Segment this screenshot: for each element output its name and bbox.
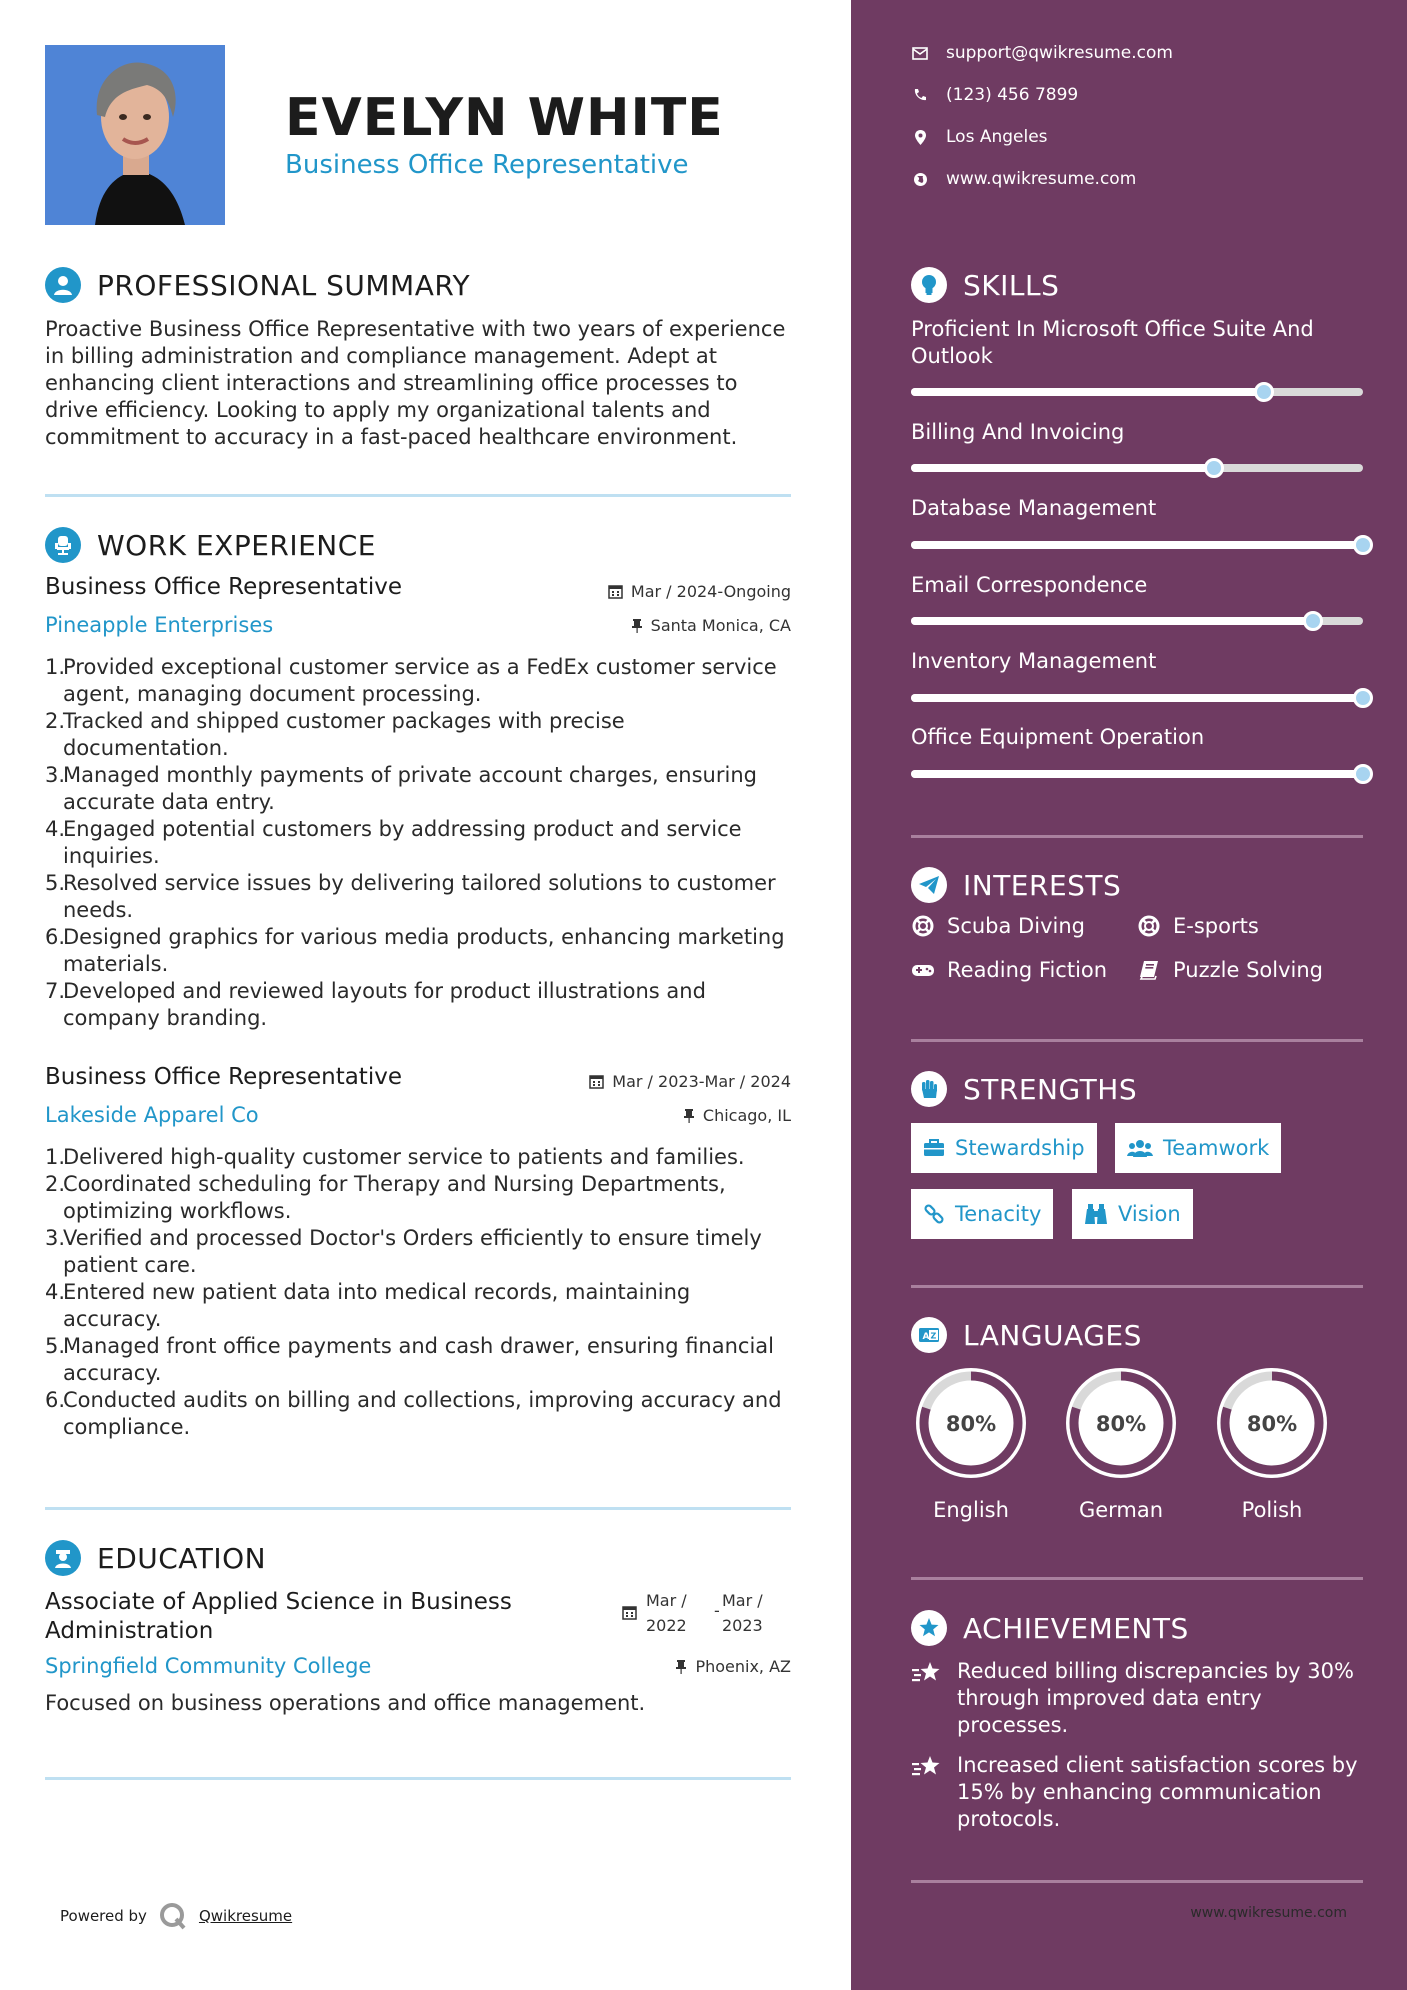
lightbulb-icon bbox=[911, 267, 947, 303]
shooting-star-icon bbox=[911, 1754, 943, 1780]
book-icon bbox=[1139, 960, 1159, 980]
shooting-star-icon bbox=[911, 1660, 943, 1686]
list-item: 2. Tracked and shipped customer packages with precise documentation. bbox=[45, 709, 625, 760]
job-date bbox=[589, 1072, 791, 1091]
languages-heading-row bbox=[911, 1317, 1142, 1353]
education-location-text: Phoenix, AZ bbox=[695, 1657, 791, 1676]
fist-icon bbox=[911, 1071, 947, 1107]
office-chair-icon bbox=[45, 527, 81, 563]
skill-bar-knob bbox=[1204, 458, 1224, 478]
company-name: Pineapple Enterprises bbox=[45, 613, 274, 637]
education-heading-row bbox=[45, 1540, 266, 1576]
skill-bar-fill bbox=[911, 388, 1264, 396]
strength-chip: Stewardship bbox=[911, 1123, 1097, 1173]
link-icon bbox=[923, 1203, 945, 1225]
section-divider bbox=[911, 1285, 1363, 1288]
location-pin-icon bbox=[915, 130, 926, 145]
sidebar bbox=[851, 0, 1407, 1990]
powered-by: Powered by Qwikresume bbox=[60, 1902, 292, 1930]
experience-heading-row bbox=[45, 527, 376, 563]
users-icon bbox=[1127, 1139, 1153, 1157]
skill-bar bbox=[911, 617, 1363, 625]
list-item: 5. Managed front office payments and cash drawer, ensuring financial accuracy. bbox=[45, 1334, 775, 1385]
life-ring-icon bbox=[912, 915, 934, 937]
strength-chip: Vision bbox=[1072, 1189, 1193, 1239]
interests-heading-row bbox=[911, 867, 1121, 903]
summary-heading-row bbox=[45, 267, 470, 303]
skills-heading-row bbox=[911, 267, 1059, 303]
calendar-icon bbox=[589, 1074, 604, 1089]
list-item: 1. Provided exceptional customer service as a FedEx customer service agent, managing document processing. bbox=[45, 655, 777, 706]
interest-item: E-sports bbox=[1137, 914, 1259, 938]
job-bullets bbox=[45, 654, 795, 1032]
languages-heading: LANGUAGES bbox=[963, 1318, 1142, 1352]
list-item: 4. Entered new patient data into medical records, maintaining accuracy. bbox=[45, 1280, 691, 1331]
achievements-heading: ACHIEVEMENTS bbox=[963, 1611, 1189, 1645]
list-item: 6. Designed graphics for various media products, enhancing marketing materials. bbox=[45, 925, 785, 976]
language-gauge bbox=[911, 1363, 1031, 1487]
language-percent: 80% bbox=[1095, 1412, 1147, 1436]
skill-bar-knob bbox=[1353, 535, 1373, 555]
skills-heading: SKILLS bbox=[963, 268, 1060, 302]
list-item: 5. Resolved service issues by delivering tailored solutions to customer needs. bbox=[45, 871, 776, 922]
gamepad-icon bbox=[911, 962, 935, 978]
job-location-text: Santa Monica, CA bbox=[650, 616, 791, 635]
skill-bar-fill bbox=[911, 464, 1214, 472]
section-divider bbox=[45, 494, 791, 497]
candidate-name: EVELYN WHITE bbox=[285, 88, 724, 148]
skill-bar-knob bbox=[1303, 611, 1323, 631]
phone-icon bbox=[913, 88, 927, 102]
education-description: Focused on business operations and office management. bbox=[45, 1691, 646, 1715]
section-divider bbox=[45, 1507, 791, 1510]
paper-plane-icon bbox=[911, 867, 947, 903]
section-divider bbox=[911, 835, 1363, 838]
job-location bbox=[631, 616, 791, 635]
job-title: Business Office Representative bbox=[45, 1064, 402, 1090]
interest-item: Scuba Diving bbox=[911, 914, 1085, 938]
strength-chip: Teamwork bbox=[1115, 1123, 1281, 1173]
school-name: Springfield Community College bbox=[45, 1654, 372, 1678]
language-percent: 80% bbox=[1246, 1412, 1298, 1436]
skill-bar-fill bbox=[911, 617, 1313, 625]
interest-item: Puzzle Solving bbox=[1137, 958, 1323, 982]
skill-bar-fill bbox=[911, 770, 1363, 778]
education-heading: EDUCATION bbox=[97, 1541, 267, 1575]
job-title: Business Office Representative bbox=[45, 574, 402, 600]
skill-bar-knob bbox=[1353, 764, 1373, 784]
language-gauge bbox=[1212, 1363, 1332, 1487]
job-date bbox=[608, 582, 791, 601]
interest-item: Reading Fiction bbox=[911, 958, 1107, 982]
achievement-item: Increased client satisfaction scores by 15% by enhancing communication protocols. bbox=[911, 1752, 1371, 1833]
skill-label: Email Correspondence bbox=[911, 573, 1148, 597]
pin-icon bbox=[631, 618, 643, 633]
interests-heading: INTERESTS bbox=[963, 868, 1122, 902]
profile-photo bbox=[45, 45, 225, 225]
contact-location: Los Angeles bbox=[911, 127, 1048, 147]
svg-text:A: A bbox=[922, 1332, 930, 1342]
svg-text:Z: Z bbox=[930, 1331, 937, 1341]
graduate-icon bbox=[45, 1540, 81, 1576]
language-name: German bbox=[1078, 1498, 1164, 1522]
contact-email[interactable]: support@qwikresume.com bbox=[911, 43, 1173, 63]
list-item: 3. Managed monthly payments of private account charges, ensuring accurate data entry. bbox=[45, 763, 757, 814]
skill-bar bbox=[911, 464, 1363, 472]
skill-bar-fill bbox=[911, 541, 1363, 549]
education-location bbox=[675, 1657, 791, 1676]
star-badge-icon bbox=[911, 1610, 947, 1646]
strengths-heading-row bbox=[911, 1071, 1137, 1107]
job-bullets bbox=[45, 1144, 795, 1441]
calendar-icon bbox=[622, 1605, 637, 1620]
job-location bbox=[683, 1106, 791, 1125]
envelope-icon bbox=[912, 47, 928, 60]
achievement-item: Reduced billing discrepancies by 30% through improved data entry processes. bbox=[911, 1658, 1371, 1739]
skill-bar bbox=[911, 388, 1363, 396]
skill-label: Inventory Management bbox=[911, 649, 1157, 673]
main-column: EVELYN WHITE Business Office Representative PROFESSIONAL SUMMARY Proactive Business Office Representative with two years of experience in billing administration and compliance management. Adept at enhancing client interactions and streamlining office processes to drive efficiency. Looking to apply my organizational talents and commitment to accuracy in a fast-paced healthcare environment. WORK EXPERIENCE Business Office Representative Mar / 2024-Ongoing Pineapple Enterprises Santa Monica, CA 1. Provided exceptional customer service as a FedEx customer service agent, managing document processing. 2. Tracked and shipped customer packages with precise documentation. 3. Managed monthly payments of private account charges, ensuring accurate data entry. 4. Engaged potential customers by addressing product and service inquiries. 5. Resolved service issues by delivering tailored solutions to customer needs. 6. Designed graphics for various media products, enhancing marketing materials. 7. Developed and reviewed layouts for product illustrations and company branding. Business Office Representative Mar / 2023-Mar / 2024 Lakeside Apparel Co Chicago, IL 1. Delivered high-quality customer service to patients and families. 2. Coordinated scheduling for Therapy and Nursing Departments, optimizing workflows. 3. Verified and processed Doctor's Orders efficiently to ensure timely patient care. 4. Entered new patient data into medical records, maintaining accuracy. 5. Managed front office payments and cash drawer, ensuring financial accuracy. 6. Conducted audits on billing and collections, improving accuracy and compliance. EDUCATION Associate of Applied Science in Business Administration Mar / 2022 - Mar / 2023 Springfield Community College Phoenix, AZ Focused on business operations and office management. Powered by Qwikresume bbox=[0, 0, 851, 1990]
section-divider bbox=[911, 1880, 1363, 1883]
language-percent: 80% bbox=[945, 1412, 997, 1436]
strength-chip: Tenacity bbox=[911, 1189, 1053, 1239]
section-divider bbox=[911, 1039, 1363, 1042]
skill-bar-knob bbox=[1353, 688, 1373, 708]
list-item: 6. Conducted audits on billing and collections, improving accuracy and compliance. bbox=[45, 1388, 782, 1439]
candidate-title: Business Office Representative bbox=[285, 150, 689, 180]
skill-bar bbox=[911, 694, 1363, 702]
list-item: 3. Verified and processed Doctor's Orders efficiently to ensure timely patient care. bbox=[45, 1226, 762, 1277]
globe-icon bbox=[913, 172, 928, 187]
achievements-heading-row bbox=[911, 1610, 1189, 1646]
qwikresume-link[interactable]: Qwikresume bbox=[198, 1907, 293, 1925]
skill-label: Proficient In Microsoft Office Suite And Outlook bbox=[911, 317, 1314, 368]
pin-icon bbox=[683, 1108, 695, 1123]
calendar-icon bbox=[608, 584, 623, 599]
section-divider bbox=[911, 1577, 1363, 1580]
skill-bar bbox=[911, 770, 1363, 778]
section-divider bbox=[45, 1777, 791, 1780]
language-gauge bbox=[1061, 1363, 1181, 1487]
language-name: English bbox=[933, 1498, 1009, 1522]
list-item: 7. Developed and reviewed layouts for product illustrations and company branding. bbox=[45, 979, 706, 1030]
company-name: Lakeside Apparel Co bbox=[45, 1103, 259, 1127]
briefcase-icon bbox=[923, 1139, 945, 1157]
skill-bar-knob bbox=[1254, 382, 1274, 402]
strengths-heading: STRENGTHS bbox=[963, 1072, 1138, 1106]
language-name: Polish bbox=[1241, 1498, 1303, 1522]
footer-website[interactable]: www.qwikresume.com bbox=[1190, 1905, 1347, 1921]
binoculars-icon bbox=[1084, 1203, 1108, 1225]
list-item: 2. Coordinated scheduling for Therapy and Nursing Departments, optimizing workflows. bbox=[45, 1172, 726, 1223]
contact-website[interactable]: www.qwikresume.com bbox=[911, 169, 1136, 189]
language-icon bbox=[911, 1317, 947, 1353]
degree-title: Associate of Applied Science in Business Administration bbox=[45, 1589, 512, 1644]
list-item: 4. Engaged potential customers by addressing product and service inquiries. bbox=[45, 817, 742, 868]
skill-bar bbox=[911, 541, 1363, 549]
pin-icon bbox=[675, 1659, 687, 1674]
skill-label: Database Management bbox=[911, 496, 1157, 520]
qwikresume-logo-icon bbox=[159, 1902, 187, 1930]
job-location-text: Chicago, IL bbox=[702, 1106, 791, 1125]
job-date-text: Mar / 2024-Ongoing bbox=[630, 582, 791, 601]
summary-heading: PROFESSIONAL SUMMARY bbox=[97, 268, 471, 302]
life-ring-icon bbox=[1138, 915, 1160, 937]
skill-bar-fill bbox=[911, 694, 1363, 702]
skill-label: Billing And Invoicing bbox=[911, 420, 1125, 444]
contact-phone[interactable]: (123) 456 7899 bbox=[911, 85, 1078, 105]
experience-heading: WORK EXPERIENCE bbox=[97, 528, 376, 562]
skill-label: Office Equipment Operation bbox=[911, 725, 1205, 749]
summary-text: Proactive Business Office Representative with two years of experience in billing administration and compliance management. Adept at enhancing client interactions and streamlining office processes to drive efficiency. Looking to apply my organizational talents and commitment to accuracy in a fast-paced healthcare environment. bbox=[45, 317, 786, 449]
list-item: 1. Delivered high-quality customer service to patients and families. bbox=[45, 1145, 745, 1169]
job-date-text: Mar / 2023-Mar / 2024 bbox=[612, 1072, 791, 1091]
user-circle-icon bbox=[45, 267, 81, 303]
